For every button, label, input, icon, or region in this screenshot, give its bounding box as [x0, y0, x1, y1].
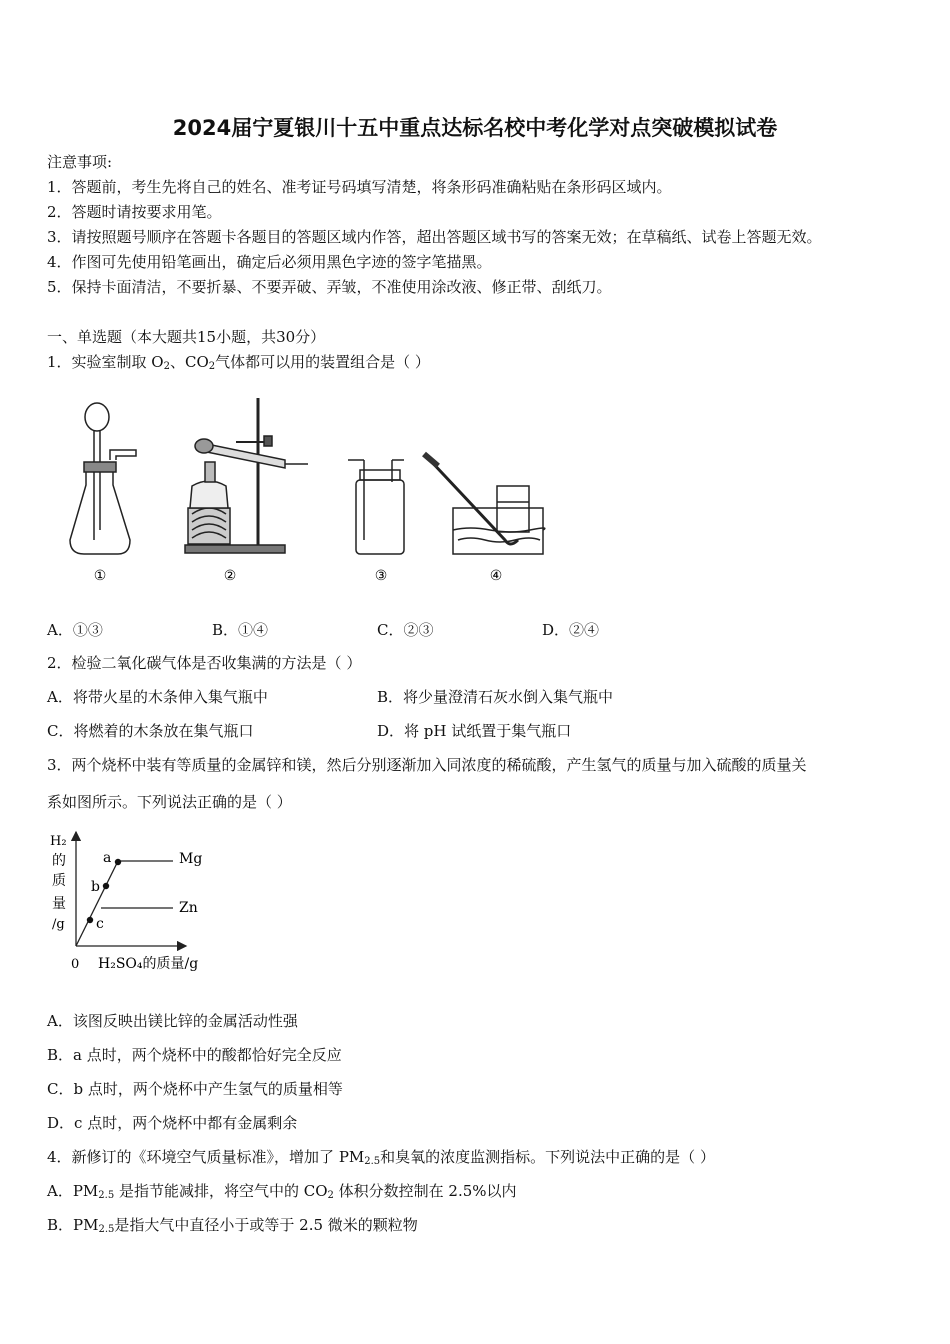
- apparatus-label: ②: [223, 568, 237, 584]
- q2-option-a: A．将带火星的木条伸入集气瓶中: [47, 688, 268, 706]
- apparatus-label: ④: [489, 568, 503, 584]
- q4-option-b: B．$PM_{2.5}$是指大气中直径小于或等于 2.5 微米的颗粒物: [47, 1216, 418, 1235]
- q1-option-b: B．①④: [212, 621, 269, 639]
- question-1-stem: 1．实验室制取 $O_2$、$CO_2$气体都可以用的装置组合是（ ）: [47, 353, 430, 372]
- question-3-stem-cont: 系如图所示。下列说法正确的是（ ）: [47, 793, 292, 811]
- common-line: [76, 861, 118, 946]
- q2-option-d: D．将 pH 试纸置于集气瓶口: [377, 722, 572, 740]
- apparatus-figure: [0, 390, 880, 590]
- x-axis-label: H₂SO₄的质量/g: [98, 956, 199, 972]
- point-c: [87, 917, 93, 923]
- q3-option-d: D．c 点时，两个烧杯中都有金属剩余: [47, 1114, 298, 1132]
- notice-item: 1．答题前，考生先将自己的姓名、准考证号码填写清楚，将条形码准确粘贴在条形码区域内。: [47, 178, 672, 196]
- point-b: [103, 883, 109, 889]
- y-axis-label-line: 的: [52, 853, 66, 869]
- trough-apparatus: [424, 454, 545, 554]
- notice-item: 2．答题时请按要求用笔。: [47, 203, 222, 221]
- q2-option-b: B．将少量澄清石灰水倒入集气瓶中: [377, 688, 614, 706]
- bottle-apparatus: [348, 460, 404, 554]
- y-axis-label-line: 质: [52, 873, 66, 889]
- page-title: 2024届宁夏银川十五中重点达标名校中考化学对点突破模拟试卷: [172, 116, 778, 140]
- point-label: a: [103, 850, 112, 866]
- question-3-stem: 3．两个烧杯中装有等质量的金属锌和镁，然后分别逐渐加入同浓度的稀硫酸，产生氢气的质量与加入硫酸的质量关: [47, 756, 807, 774]
- notice-item: 5．保持卡面清洁，不要折暴、不要弄破、弄皱，不准使用涂改液、修正带、刮纸刀。: [47, 278, 612, 296]
- y-axis-label-line: /g: [52, 917, 65, 932]
- q1-option-a: A．①③: [47, 621, 103, 639]
- point-label: b: [91, 879, 100, 895]
- notice-item: 3．请按照题号顺序在答题卡各题目的答题区域内作答，超出答题区域书写的答案无效；在草稿纸、试卷上答题无效。: [47, 228, 822, 246]
- section-heading: 一、单选题（本大题共15小题，共30分）: [47, 328, 326, 346]
- h2-mass-chart: [48, 828, 228, 978]
- heating-apparatus: [185, 398, 308, 553]
- q1-option-c: C．②③: [377, 621, 434, 639]
- q1-option-d: D．②④: [542, 621, 600, 639]
- point-a: [115, 859, 121, 865]
- series-label: Zn: [179, 900, 198, 916]
- q2-option-c: C．将燃着的木条放在集气瓶口: [47, 722, 254, 740]
- notice-heading: 注意事项:: [47, 153, 113, 171]
- origin-label: 0: [71, 957, 80, 972]
- point-label: c: [96, 916, 104, 932]
- apparatus-label: ①: [93, 568, 107, 584]
- y-axis-label-line: 量: [52, 896, 66, 912]
- notice-item: 4．作图可先使用铅笔画出，确定后必须用黑色字迹的签字笔描黑。: [47, 253, 492, 271]
- flask-apparatus: [70, 403, 136, 554]
- q3-option-a: A．该图反映出镁比锌的金属活动性强: [47, 1012, 298, 1030]
- apparatus-label: ③: [374, 568, 388, 584]
- q3-option-c: C．b 点时，两个烧杯中产生氢气的质量相等: [47, 1080, 343, 1098]
- q4-option-a: A．$PM_{2.5}$ 是指节能减排，将空气中的 $CO_2$ 体积分数控制在 2.5%以内: [47, 1182, 517, 1201]
- question-4-stem: 4．新修订的《环境空气质量标准》，增加了 $PM_{2.5}$和臭氧的浓度监测指标。下列说法中正确的是（ ）: [47, 1148, 715, 1167]
- question-2-stem: 2．检验二氧化碳气体是否收集满的方法是（ ）: [47, 654, 362, 672]
- y-axis-label-line: H₂: [50, 834, 67, 849]
- q3-option-b: B．a 点时，两个烧杯中的酸都恰好完全反应: [47, 1046, 342, 1064]
- series-label: Mg: [179, 851, 203, 867]
